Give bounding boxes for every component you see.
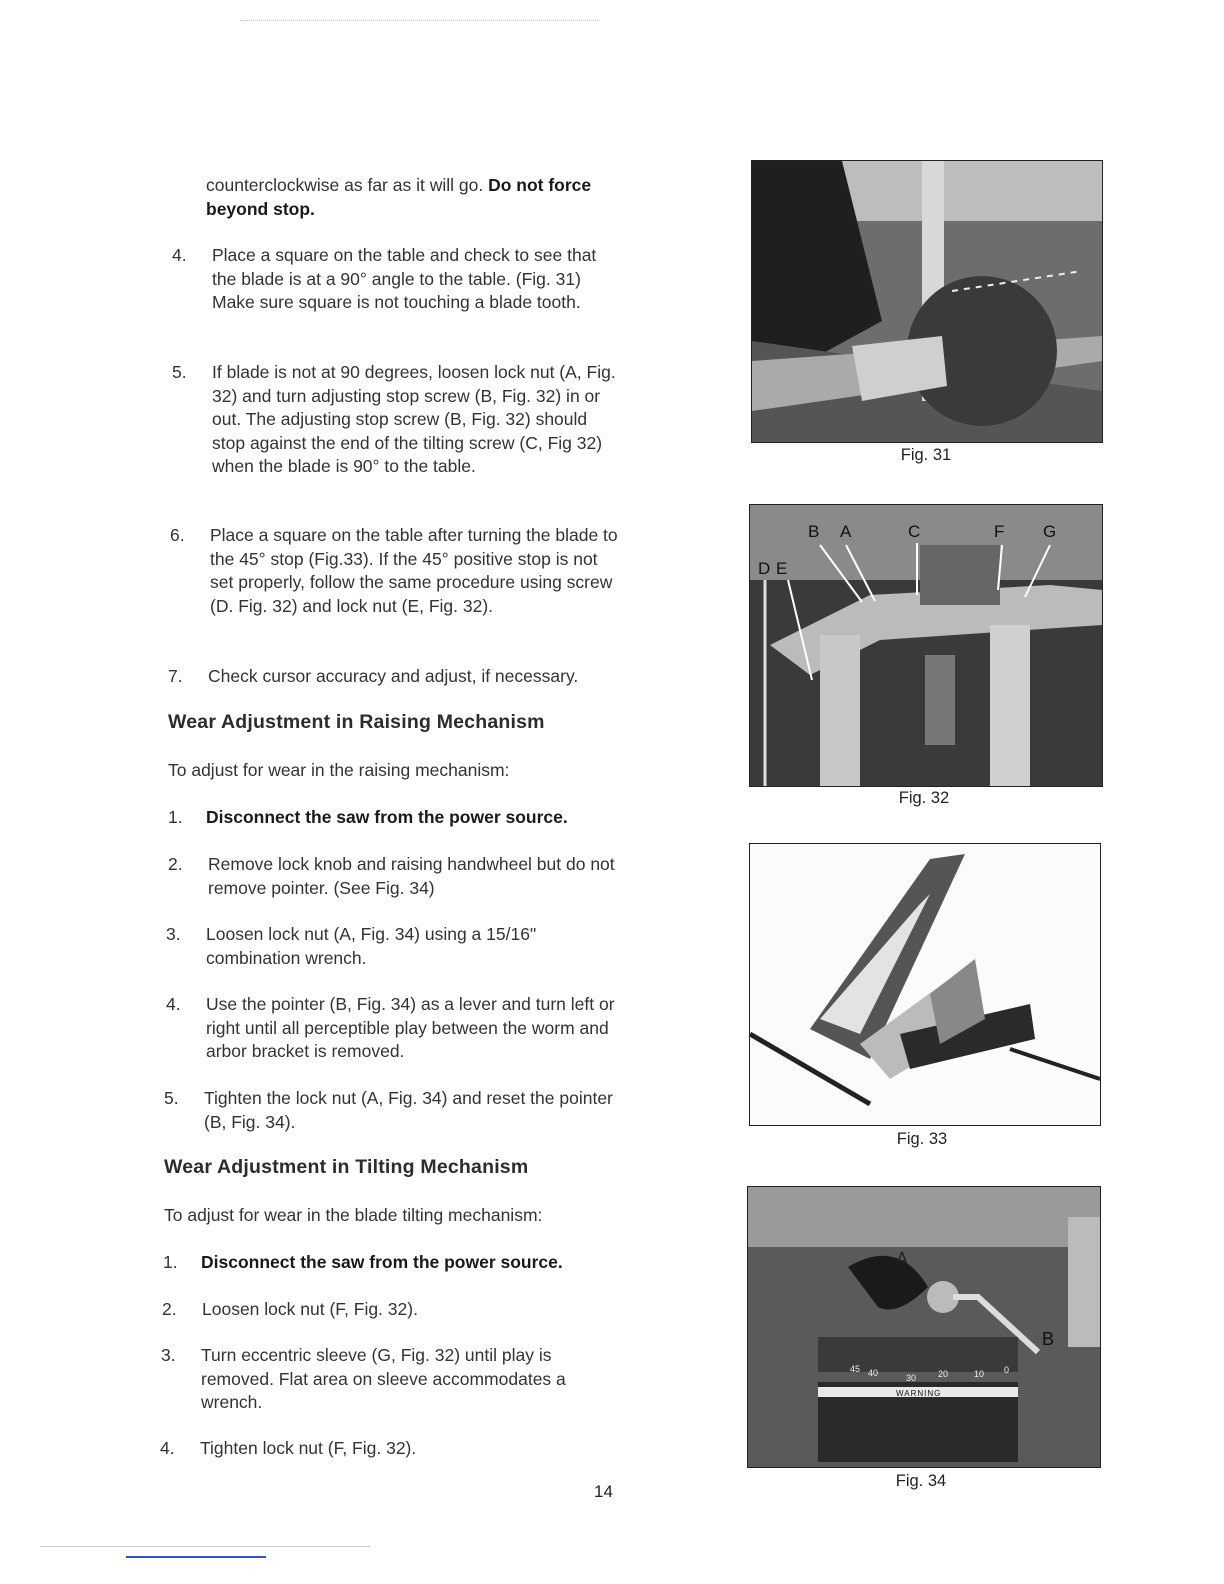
figure-32-photo — [749, 504, 1103, 787]
step-text: Tighten lock nut (F, Fig. 32). — [200, 1438, 417, 1458]
step-5-blade — [172, 361, 622, 479]
figure-32-label-c: C — [908, 522, 921, 541]
figure-33-caption: Fig. 33 — [896, 1130, 948, 1148]
step-text: Tighten the lock nut (A, Fig. 34) and reset the pointer (B, Fig. 34). — [204, 1088, 613, 1132]
step-2-raising — [168, 853, 628, 900]
figure-34-dial-45: 45 — [850, 1364, 861, 1374]
figure-34-label-b: B — [1042, 1329, 1055, 1349]
step-text: Turn eccentric sleeve (G, Fig. 32) until play is removed. Flat area on sleeve accommodates a wrench. — [201, 1345, 566, 1412]
figure-34-warning-label: WARNING — [896, 1389, 942, 1398]
step-4-raising — [166, 993, 626, 1064]
figure-32-label-f: F — [994, 522, 1005, 541]
intro-warning: Do not force beyond stop. — [206, 175, 592, 219]
step-text: Remove lock knob and raising handwheel but do not remove pointer. (See Fig. 34) — [208, 854, 615, 898]
scan-artifact-blue-line — [126, 1556, 266, 1558]
step-number: 7. — [168, 666, 183, 686]
step-2-tilting — [162, 1298, 622, 1322]
step-number: 3. — [166, 924, 181, 944]
figure-31-caption: Fig. 31 — [900, 446, 952, 464]
step-text: Place a square on the table and check to see that the blade is at a 90° angle to the table. (Fig. 31) Make sure square is not touching a blade tooth. — [212, 245, 597, 312]
figure-34-photo — [747, 1186, 1101, 1468]
step-number: 2. — [168, 854, 183, 874]
step-4-tilting — [160, 1437, 620, 1461]
step-number: 6. — [170, 525, 185, 545]
step-text: Check cursor accuracy and adjust, if necessary. — [208, 666, 579, 686]
figure-31-photo — [751, 160, 1103, 443]
figure-34-dial-0: 0 — [1004, 1365, 1010, 1375]
tilting-intro: To adjust for wear in the blade tilting mechanism: — [164, 1205, 543, 1225]
figure-34-dial-40: 40 — [868, 1368, 879, 1378]
step-text: Place a square on the table after turning the blade to the 45° stop (Fig.33). If the 45° positive stop is not set properly, follow the same procedure using screw (D. Fig. 32) and lock nut (E, Fig. 32). — [210, 525, 618, 616]
raising-intro: To adjust for wear in the raising mechanism: — [168, 760, 510, 780]
step-number: 4. — [160, 1438, 175, 1458]
step-number: 1. — [163, 1252, 178, 1272]
figure-34-caption: Fig. 34 — [895, 1472, 947, 1490]
step-text: Disconnect the saw from the power source. — [206, 807, 568, 827]
figure-34-dial-10: 10 — [974, 1369, 985, 1379]
figure-32-label-g: G — [1043, 522, 1057, 541]
step-number: 5. — [164, 1088, 179, 1108]
step-text: Use the pointer (B, Fig. 34) as a lever and turn left or right until all perceptible play between the worm and arbor bracket is removed. — [206, 994, 615, 1061]
step-5-raising — [164, 1087, 624, 1134]
intro-text: counterclockwise as far as it will go. — [206, 175, 484, 195]
step-text: Loosen lock nut (F, Fig. 32). — [202, 1299, 418, 1319]
step-number: 1. — [168, 807, 183, 827]
step-number: 3. — [161, 1345, 176, 1365]
scan-artifact-line — [40, 1546, 370, 1547]
figure-32-label-b: B — [808, 522, 820, 541]
step-4-blade — [172, 244, 622, 315]
step-number: 2. — [162, 1299, 177, 1319]
heading-tilting: Wear Adjustment in Tilting Mechanism — [164, 1156, 529, 1178]
step-1-tilting — [163, 1251, 623, 1275]
step-text: Loosen lock nut (A, Fig. 34) using a 15/16" combination wrench. — [206, 924, 537, 968]
step-text: If blade is not at 90 degrees, loosen lock nut (A, Fig. 32) and turn adjusting stop screw (B, Fig. 32) in or out. The adjusting stop screw (B, Fig. 32) should stop against the end of the tilting screw (C, Fig 32) when the blade is 90° to the table. — [212, 362, 616, 476]
figure-34-dial-30: 30 — [906, 1373, 917, 1383]
figure-33-photo — [749, 843, 1101, 1126]
step-number: 5. — [172, 362, 187, 382]
figure-32-label-a: A — [840, 522, 852, 541]
intro-continuation — [172, 174, 612, 221]
step-number: 4. — [166, 994, 181, 1014]
figure-34-label-a: A — [896, 1249, 909, 1269]
step-7-blade — [168, 665, 628, 689]
page-number: 14 — [594, 1482, 613, 1501]
step-1-raising — [168, 806, 628, 830]
figure-32-label-e: E — [776, 559, 788, 578]
figure-32-label-d: D — [758, 559, 771, 578]
scan-artifact — [240, 20, 600, 27]
step-text: Disconnect the saw from the power source. — [201, 1252, 563, 1272]
figure-32-caption: Fig. 32 — [898, 789, 950, 807]
step-3-raising — [166, 923, 616, 970]
figure-34-dial-20: 20 — [938, 1369, 949, 1379]
step-number: 4. — [172, 245, 187, 265]
step-6-blade — [170, 524, 620, 618]
step-3-tilting — [161, 1344, 621, 1415]
heading-raising: Wear Adjustment in Raising Mechanism — [168, 711, 545, 733]
